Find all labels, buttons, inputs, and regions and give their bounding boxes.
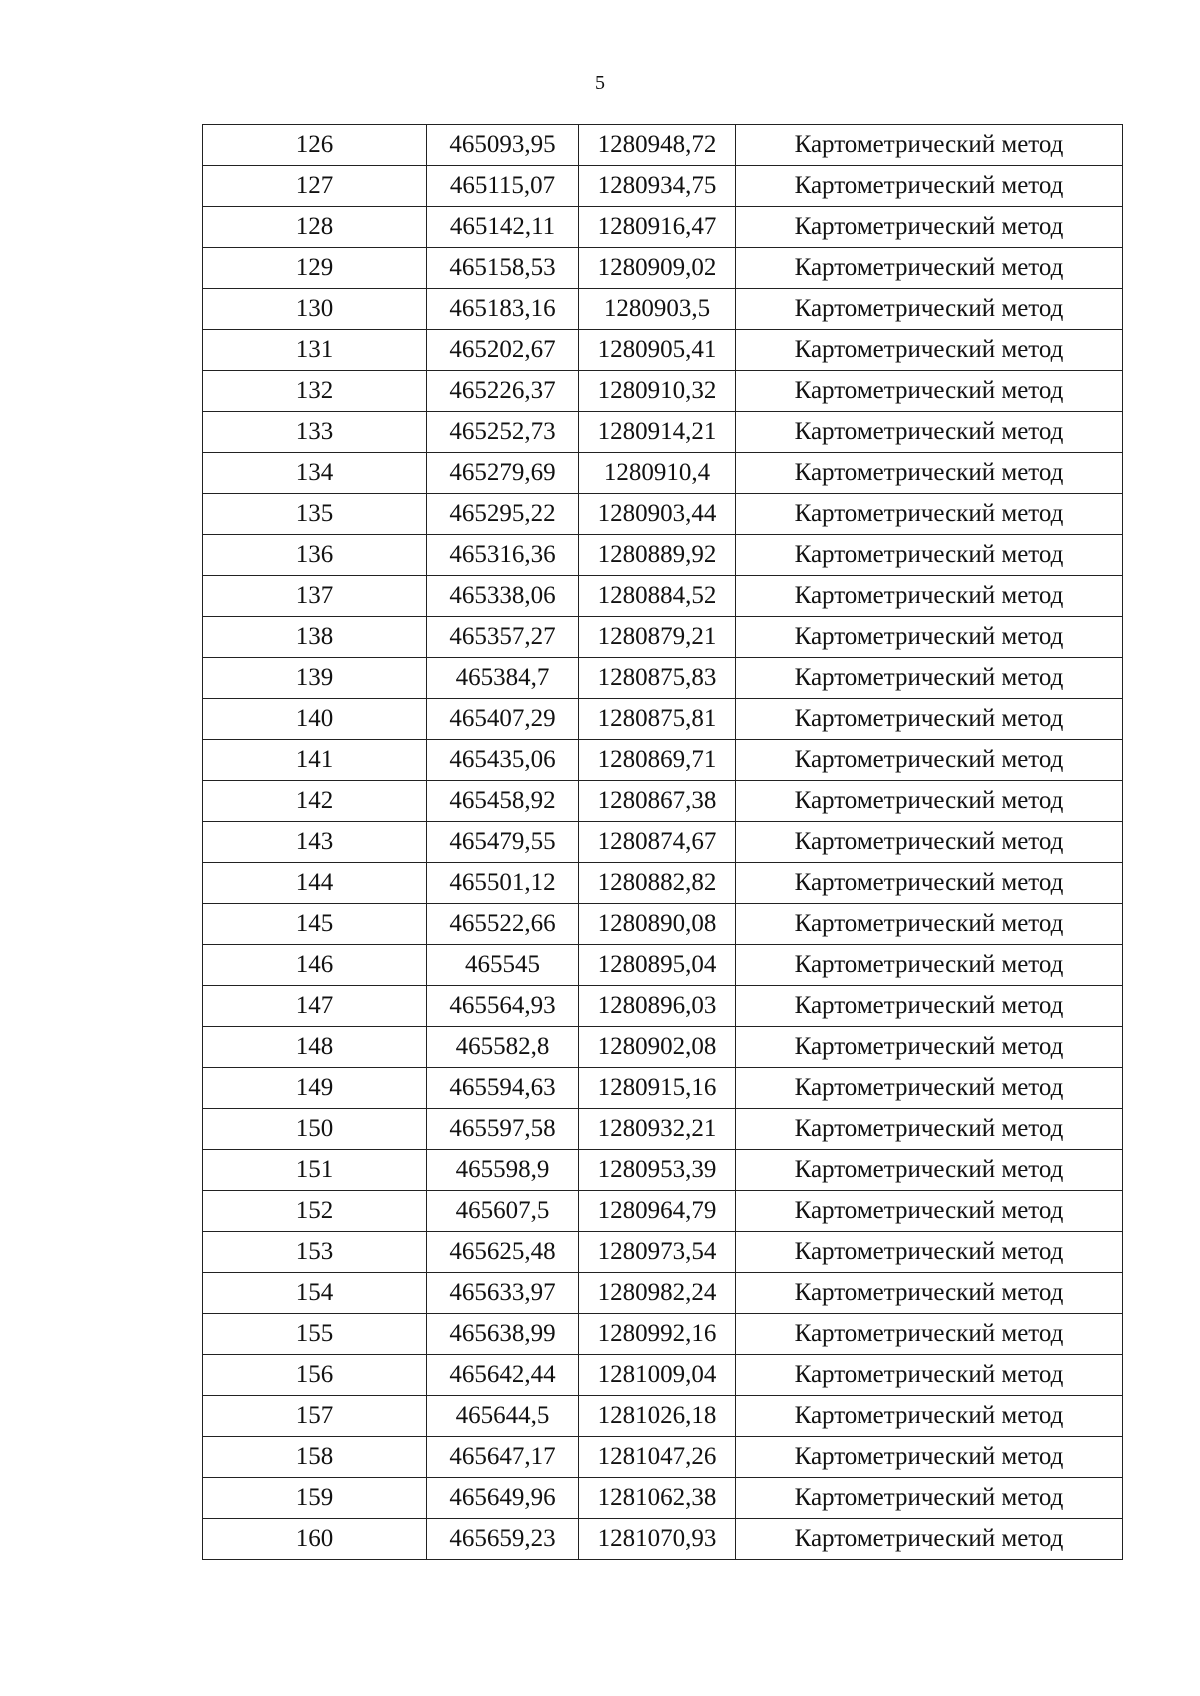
- y-coordinate-cell: 1280910,32: [579, 371, 736, 412]
- point-number-cell: 155: [203, 1314, 427, 1355]
- y-coordinate-cell: 1281009,04: [579, 1355, 736, 1396]
- point-number-cell: 153: [203, 1232, 427, 1273]
- point-number-cell: 157: [203, 1396, 427, 1437]
- y-coordinate-cell: 1281047,26: [579, 1437, 736, 1478]
- x-coordinate-cell: 465545: [427, 945, 579, 986]
- y-coordinate-cell: 1280884,52: [579, 576, 736, 617]
- x-coordinate-cell: 465479,55: [427, 822, 579, 863]
- point-number-cell: 133: [203, 412, 427, 453]
- table-row: [203, 1355, 1123, 1396]
- x-coordinate-cell: 465625,48: [427, 1232, 579, 1273]
- x-coordinate-cell: 465598,9: [427, 1150, 579, 1191]
- point-number-cell: 129: [203, 248, 427, 289]
- x-coordinate-cell: 465115,07: [427, 166, 579, 207]
- x-coordinate-cell: 465644,5: [427, 1396, 579, 1437]
- method-cell: Картометрический метод: [736, 904, 1123, 945]
- x-coordinate-cell: 465647,17: [427, 1437, 579, 1478]
- y-coordinate-cell: 1281026,18: [579, 1396, 736, 1437]
- x-coordinate-cell: 465226,37: [427, 371, 579, 412]
- method-cell: Картометрический метод: [736, 617, 1123, 658]
- x-coordinate-cell: 465642,44: [427, 1355, 579, 1396]
- method-cell: Картометрический метод: [736, 207, 1123, 248]
- table-row: [203, 1437, 1123, 1478]
- x-coordinate-cell: 465649,96: [427, 1478, 579, 1519]
- table-row: [203, 1519, 1123, 1560]
- table-row: [203, 1396, 1123, 1437]
- point-number-cell: 160: [203, 1519, 427, 1560]
- y-coordinate-cell: 1280905,41: [579, 330, 736, 371]
- point-number-cell: 146: [203, 945, 427, 986]
- table-row: [203, 1191, 1123, 1232]
- point-number-cell: 144: [203, 863, 427, 904]
- y-coordinate-cell: 1280916,47: [579, 207, 736, 248]
- x-coordinate-cell: 465597,58: [427, 1109, 579, 1150]
- method-cell: Картометрический метод: [736, 453, 1123, 494]
- y-coordinate-cell: 1280867,38: [579, 781, 736, 822]
- point-number-cell: 138: [203, 617, 427, 658]
- method-cell: Картометрический метод: [736, 125, 1123, 166]
- table-row: [203, 453, 1123, 494]
- page-number: 5: [595, 72, 605, 94]
- x-coordinate-cell: 465142,11: [427, 207, 579, 248]
- y-coordinate-cell: 1280903,44: [579, 494, 736, 535]
- table-row: [203, 904, 1123, 945]
- method-cell: Картометрический метод: [736, 658, 1123, 699]
- y-coordinate-cell: 1280934,75: [579, 166, 736, 207]
- table-row: [203, 330, 1123, 371]
- table-row: [203, 740, 1123, 781]
- y-coordinate-cell: 1280909,02: [579, 248, 736, 289]
- method-cell: Картометрический метод: [736, 494, 1123, 535]
- table-row: [203, 986, 1123, 1027]
- method-cell: Картометрический метод: [736, 412, 1123, 453]
- point-number-cell: 126: [203, 125, 427, 166]
- x-coordinate-cell: 465594,63: [427, 1068, 579, 1109]
- table-row: [203, 863, 1123, 904]
- point-number-cell: 148: [203, 1027, 427, 1068]
- method-cell: Картометрический метод: [736, 248, 1123, 289]
- method-cell: Картометрический метод: [736, 740, 1123, 781]
- point-number-cell: 143: [203, 822, 427, 863]
- y-coordinate-cell: 1280948,72: [579, 125, 736, 166]
- x-coordinate-cell: 465633,97: [427, 1273, 579, 1314]
- y-coordinate-cell: 1280896,03: [579, 986, 736, 1027]
- y-coordinate-cell: 1280889,92: [579, 535, 736, 576]
- point-number-cell: 131: [203, 330, 427, 371]
- y-coordinate-cell: 1281062,38: [579, 1478, 736, 1519]
- point-number-cell: 140: [203, 699, 427, 740]
- table-row: [203, 1027, 1123, 1068]
- table-row: [203, 945, 1123, 986]
- point-number-cell: 128: [203, 207, 427, 248]
- method-cell: Картометрический метод: [736, 1355, 1123, 1396]
- table-row: [203, 1478, 1123, 1519]
- y-coordinate-cell: 1280869,71: [579, 740, 736, 781]
- y-coordinate-cell: 1280895,04: [579, 945, 736, 986]
- method-cell: Картометрический метод: [736, 863, 1123, 904]
- point-number-cell: 142: [203, 781, 427, 822]
- table-row: [203, 1314, 1123, 1355]
- x-coordinate-cell: 465501,12: [427, 863, 579, 904]
- coordinates-table: [202, 124, 1123, 1560]
- x-coordinate-cell: 465582,8: [427, 1027, 579, 1068]
- y-coordinate-cell: 1280910,4: [579, 453, 736, 494]
- method-cell: Картометрический метод: [736, 1068, 1123, 1109]
- table-row: [203, 289, 1123, 330]
- table-row: [203, 248, 1123, 289]
- x-coordinate-cell: 465202,67: [427, 330, 579, 371]
- y-coordinate-cell: 1281070,93: [579, 1519, 736, 1560]
- point-number-cell: 141: [203, 740, 427, 781]
- x-coordinate-cell: 465384,7: [427, 658, 579, 699]
- table-body: [203, 125, 1123, 1560]
- y-coordinate-cell: 1280953,39: [579, 1150, 736, 1191]
- point-number-cell: 158: [203, 1437, 427, 1478]
- table-row: [203, 125, 1123, 166]
- table-row: [203, 822, 1123, 863]
- x-coordinate-cell: 465659,23: [427, 1519, 579, 1560]
- table-row: [203, 1068, 1123, 1109]
- table-row: [203, 207, 1123, 248]
- method-cell: Картометрический метод: [736, 1191, 1123, 1232]
- y-coordinate-cell: 1280973,54: [579, 1232, 736, 1273]
- x-coordinate-cell: 465458,92: [427, 781, 579, 822]
- y-coordinate-cell: 1280982,24: [579, 1273, 736, 1314]
- point-number-cell: 159: [203, 1478, 427, 1519]
- y-coordinate-cell: 1280874,67: [579, 822, 736, 863]
- x-coordinate-cell: 465564,93: [427, 986, 579, 1027]
- point-number-cell: 149: [203, 1068, 427, 1109]
- y-coordinate-cell: 1280890,08: [579, 904, 736, 945]
- y-coordinate-cell: 1280932,21: [579, 1109, 736, 1150]
- table-row: [203, 1150, 1123, 1191]
- table-row: [203, 576, 1123, 617]
- point-number-cell: 147: [203, 986, 427, 1027]
- method-cell: Картометрический метод: [736, 1027, 1123, 1068]
- x-coordinate-cell: 465638,99: [427, 1314, 579, 1355]
- table-row: [203, 1109, 1123, 1150]
- y-coordinate-cell: 1280992,16: [579, 1314, 736, 1355]
- point-number-cell: 134: [203, 453, 427, 494]
- point-number-cell: 137: [203, 576, 427, 617]
- point-number-cell: 127: [203, 166, 427, 207]
- y-coordinate-cell: 1280914,21: [579, 412, 736, 453]
- method-cell: Картометрический метод: [736, 371, 1123, 412]
- point-number-cell: 132: [203, 371, 427, 412]
- method-cell: Картометрический метод: [736, 1232, 1123, 1273]
- method-cell: Картометрический метод: [736, 289, 1123, 330]
- method-cell: Картометрический метод: [736, 781, 1123, 822]
- x-coordinate-cell: 465407,29: [427, 699, 579, 740]
- point-number-cell: 152: [203, 1191, 427, 1232]
- y-coordinate-cell: 1280875,81: [579, 699, 736, 740]
- table-row: [203, 371, 1123, 412]
- method-cell: Картометрический метод: [736, 699, 1123, 740]
- x-coordinate-cell: 465158,53: [427, 248, 579, 289]
- x-coordinate-cell: 465338,06: [427, 576, 579, 617]
- point-number-cell: 135: [203, 494, 427, 535]
- method-cell: Картометрический метод: [736, 1519, 1123, 1560]
- method-cell: Картометрический метод: [736, 1109, 1123, 1150]
- method-cell: Картометрический метод: [736, 1396, 1123, 1437]
- y-coordinate-cell: 1280882,82: [579, 863, 736, 904]
- table-row: [203, 1232, 1123, 1273]
- method-cell: Картометрический метод: [736, 330, 1123, 371]
- x-coordinate-cell: 465435,06: [427, 740, 579, 781]
- table-row: [203, 699, 1123, 740]
- table-row: [203, 617, 1123, 658]
- method-cell: Картометрический метод: [736, 945, 1123, 986]
- x-coordinate-cell: 465607,5: [427, 1191, 579, 1232]
- x-coordinate-cell: 465252,73: [427, 412, 579, 453]
- y-coordinate-cell: 1280915,16: [579, 1068, 736, 1109]
- y-coordinate-cell: 1280875,83: [579, 658, 736, 699]
- method-cell: Картометрический метод: [736, 576, 1123, 617]
- table-row: [203, 166, 1123, 207]
- table-row: [203, 658, 1123, 699]
- y-coordinate-cell: 1280879,21: [579, 617, 736, 658]
- point-number-cell: 136: [203, 535, 427, 576]
- table-row: [203, 1273, 1123, 1314]
- x-coordinate-cell: 465357,27: [427, 617, 579, 658]
- x-coordinate-cell: 465279,69: [427, 453, 579, 494]
- x-coordinate-cell: 465316,36: [427, 535, 579, 576]
- method-cell: Картометрический метод: [736, 822, 1123, 863]
- x-coordinate-cell: 465522,66: [427, 904, 579, 945]
- point-number-cell: 151: [203, 1150, 427, 1191]
- y-coordinate-cell: 1280902,08: [579, 1027, 736, 1068]
- method-cell: Картометрический метод: [736, 1314, 1123, 1355]
- method-cell: Картометрический метод: [736, 1478, 1123, 1519]
- point-number-cell: 154: [203, 1273, 427, 1314]
- point-number-cell: 150: [203, 1109, 427, 1150]
- y-coordinate-cell: 1280903,5: [579, 289, 736, 330]
- x-coordinate-cell: 465295,22: [427, 494, 579, 535]
- method-cell: Картометрический метод: [736, 166, 1123, 207]
- table-row: [203, 494, 1123, 535]
- method-cell: Картометрический метод: [736, 986, 1123, 1027]
- method-cell: Картометрический метод: [736, 535, 1123, 576]
- x-coordinate-cell: 465093,95: [427, 125, 579, 166]
- point-number-cell: 156: [203, 1355, 427, 1396]
- method-cell: Картометрический метод: [736, 1437, 1123, 1478]
- x-coordinate-cell: 465183,16: [427, 289, 579, 330]
- table-row: [203, 781, 1123, 822]
- point-number-cell: 145: [203, 904, 427, 945]
- table-row: [203, 412, 1123, 453]
- point-number-cell: 139: [203, 658, 427, 699]
- method-cell: Картометрический метод: [736, 1150, 1123, 1191]
- table-row: [203, 535, 1123, 576]
- method-cell: Картометрический метод: [736, 1273, 1123, 1314]
- y-coordinate-cell: 1280964,79: [579, 1191, 736, 1232]
- point-number-cell: 130: [203, 289, 427, 330]
